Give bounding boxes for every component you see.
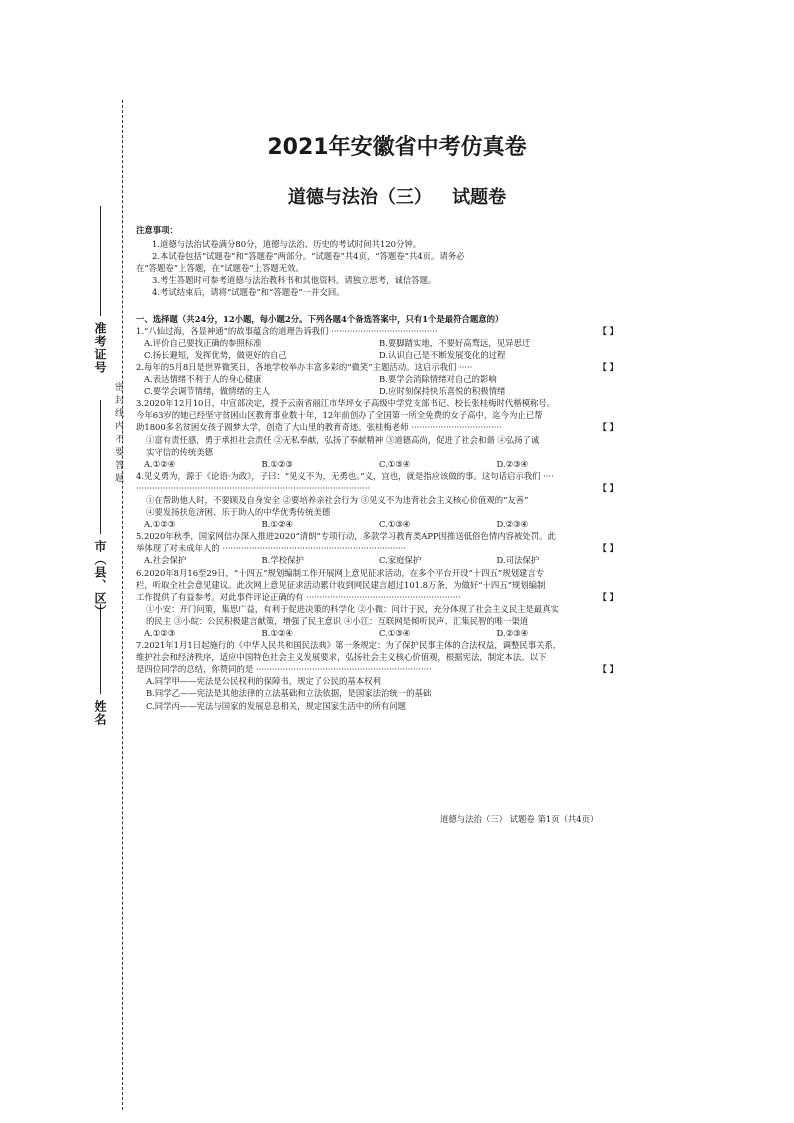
answer-option: C.扬长避短，发挥优势，做更好的自己 [144,349,287,360]
notice-item: 在“答题卷”上答题，在“试题卷”上答题无效。 [136,263,304,274]
question-stem-text: 7.2021年1月1日起施行的《中华人民共和国民法典》第一条规定：为了保护民事主体的合法权益，调整民事关系， [136,640,562,651]
question-stem-text: 1.“八仙过海，各显神通”的故事蕴含的道理告诉我们 ········································ [136,325,438,336]
notice-heading: 注意事项： [136,225,178,235]
question-stem [136,421,618,433]
question-stem-text: 4.见义勇为，源于《论语·为政》，子曰：“见义不为，无勇也。”义，宜也，就是指应该做的事。这句话启示我们 ···· [136,470,554,481]
question-stem-text: ························································································ [136,482,371,493]
question-statement: ①在帮助他人时，不要顾及自身安全 ②要培养亲社会行为 ③见义不为违背社会主义核心价值观的“友善” [146,494,529,505]
notice-item: 1.道德与法治试卷满分80分，道德与法治、历史的考试时间共120分钟。 [152,239,422,250]
question-stem [136,361,618,373]
answer-option: D.②③④ [496,519,529,530]
question-stem [136,530,606,542]
question-statement: ①小安：开门问策，集思广益，有利于促进决策的科学化 ②小微：问计于民，充分体现了社会主义民主是最真实 [146,603,560,614]
answer-option: A.①②④ [144,458,176,469]
answer-option: D.②③④ [496,628,529,638]
option-row [136,373,606,385]
name-line [100,604,101,694]
question-block [136,470,618,530]
question-block [136,397,618,470]
question-block [136,530,618,566]
answer-option: D.认识自己是不断发展变化的过程 [379,349,506,360]
answer-option: C.①③④ [379,628,411,638]
question-stem-text: 2.每年的5月8日是世界微笑日，各地学校举办丰富多彩的“微笑”主题活动。这启示我们 ····· [136,361,473,372]
question-stem-text: 3.2020年12月10日，中宣部决定，授予云南省丽江市华坪女子高级中学党支部书记、校长张桂梅时代楷模称号。 [136,398,556,409]
question-stem [136,409,606,421]
city-county-label: 市（县、区） [93,540,107,618]
question-stem-text: 5.2020年秋季，国家网信办深入推进2020“清朗”专项行动，多款学习教育类APP因推送低俗色情内容被处罚。此 [136,531,556,542]
answer-option: C.家庭保护 [379,555,422,566]
question-stem-text: 举体现了对未成年人的 ····································································· [136,543,407,554]
question-stem-text: 工作提供了有益参考。对此事件评论正确的有 ·························································· [136,591,461,602]
exam-number-line [100,206,101,316]
answer-bracket: 【 】 [598,664,618,675]
question-block [136,361,618,397]
answer-option: B.要学会消除情绪对自己的影响 [379,374,497,385]
answer-option: A.表达情绪不利于人的身心健康 [144,374,262,385]
city-county-line [100,400,101,534]
notice-item: 3.考生答题时可参考道德与法治教科书和其他资料。请独立思考，诚信答题。 [152,275,437,286]
question-statement: ④要发扬扶危济困、乐于助人的中华优秀传统美德 [146,507,331,518]
question-stem-text: 维护社会和经济秩序，适应中国特色社会主义发展要求，弘扬社会主义核心价值观，根据宪法，制定本法。以下 [136,652,547,663]
binding-strip [0,0,123,1123]
question-stem [136,397,606,409]
page-footer: 道德与法治（三） 试题卷 第1页（共4页） [440,814,599,824]
answer-option: B.①②④ [261,519,293,530]
answer-bracket: 【 】 [598,422,618,433]
question-stem [136,591,618,603]
question-stem-text: 栏，听取全社会意见建议。此次网上意见征求活动累计收到网民建言超过101.8万条，为做好“十四五”规划编制 [136,579,546,590]
answer-bracket: 【 】 [598,591,618,602]
answer-bracket: 【 】 [598,361,618,372]
answer-option: B.同学乙——宪法是其他法律的立法基础和立法依据，是国家法治统一的基础 [146,688,432,699]
answer-option: C.①③④ [379,458,411,469]
option-row [136,337,606,349]
notice-block [136,224,606,299]
answer-option: B.学校保护 [261,555,304,566]
notice-item: 4.考试结束后，请将“试题卷”和“答题卷”一并交回。 [152,287,345,298]
exam-title: 2021年安徽省中考仿真卷 [267,135,527,160]
question-stem [136,325,618,337]
answer-option: A.①②③ [144,628,176,638]
answer-bracket: 【 】 [598,482,618,493]
option-row [136,458,606,470]
answer-option: C.①③④ [379,519,411,530]
seal-dashed-line [122,100,123,1110]
option-row [136,554,606,566]
question-list [136,325,618,712]
question-stem [136,579,606,591]
question-statement: 实守信的传统美德 [146,446,213,457]
answer-option: A.评价自己要找正确的参照标准 [144,337,262,348]
answer-option: A.社会保护 [144,555,187,566]
question-stem [136,542,618,554]
question-stem-text: 6.2020年8月16至29日，“十四五”规划编制工作开展网上意见征求活动，在多个平台开设“十四五”规划建言专 [136,567,545,578]
question-stem [136,482,618,494]
answer-option: D.②③④ [496,458,529,469]
answer-option: A.同学甲——宪法是公民权利的保障书，规定了公民的基本权利 [146,676,381,687]
question-block [136,567,618,640]
question-stem [136,567,606,579]
answer-option: D.司法保护 [496,555,540,566]
question-stem-text: 今年63岁的她已经坚守贫困山区教育事业数十年，12年前创办了全国第一所全免费的女子高中，迄今为止已帮 [136,410,543,421]
question-block [136,639,618,712]
answer-bracket: 【 】 [598,543,618,554]
answer-option: C.同学丙——宪法与国家的发展息息相关，规定国家生活中的所有问题 [146,700,407,711]
answer-option: B.要脚踏实地，不要好高骛远，见异思迁 [379,337,531,348]
question-stem [136,651,606,663]
question-stem [136,639,606,651]
exam-content [136,224,618,712]
question-block [136,325,618,361]
question-stem [136,663,618,675]
question-statement: 的民主 ③小皖：公民积极建言献策，增强了民主意识 ④小江：互联网是倾听民声、汇集民智的唯一渠道 [146,615,529,626]
question-stem-text: 是四位同学的总结，你赞同的是 ·································································· [136,664,432,675]
option-row [136,385,606,397]
question-stem-text: 助1800多名贫困女孩子圆梦大学，创造了大山里的教育奇迹。张桂梅老师 ·································· [136,422,502,433]
option-row [136,518,606,530]
exam-number-label: 准考证号 [93,322,107,374]
answer-option: B.①②④ [261,628,293,638]
option-row [136,627,606,639]
notice-item: 2.本试卷包括“试题卷”和“答题卷”两部分。“试题卷”共4页，“答题卷”共4页。请务必 [152,251,465,262]
question-stem [136,470,606,482]
answer-option: C.要学会调节情绪，做情绪的主人 [144,386,271,397]
exam-subtitle: 道德与法治（三） 试题卷 [287,187,507,208]
answer-bracket: 【 】 [598,325,618,336]
seal-line-notice: 密封线内不要答题 [113,382,123,486]
answer-option: B.①②③ [261,458,293,469]
answer-option: D.应时刻保持快乐喜悦的积极情绪 [379,386,506,397]
name-label: 姓名 [93,700,107,726]
option-row [136,349,606,361]
answer-option: A.①②③ [144,519,176,530]
question-statement: ①富有责任感，勇于承担社会责任 ②无私奉献，弘扬了奉献精神 ③道德高尚，促进了社会和谐 ④弘扬了诚 [146,434,540,445]
section-heading: 一、选择题（共24分，12小题，每小题2分。下列各题4个备选答案中，只有1个是最符合题意的） [136,313,504,324]
